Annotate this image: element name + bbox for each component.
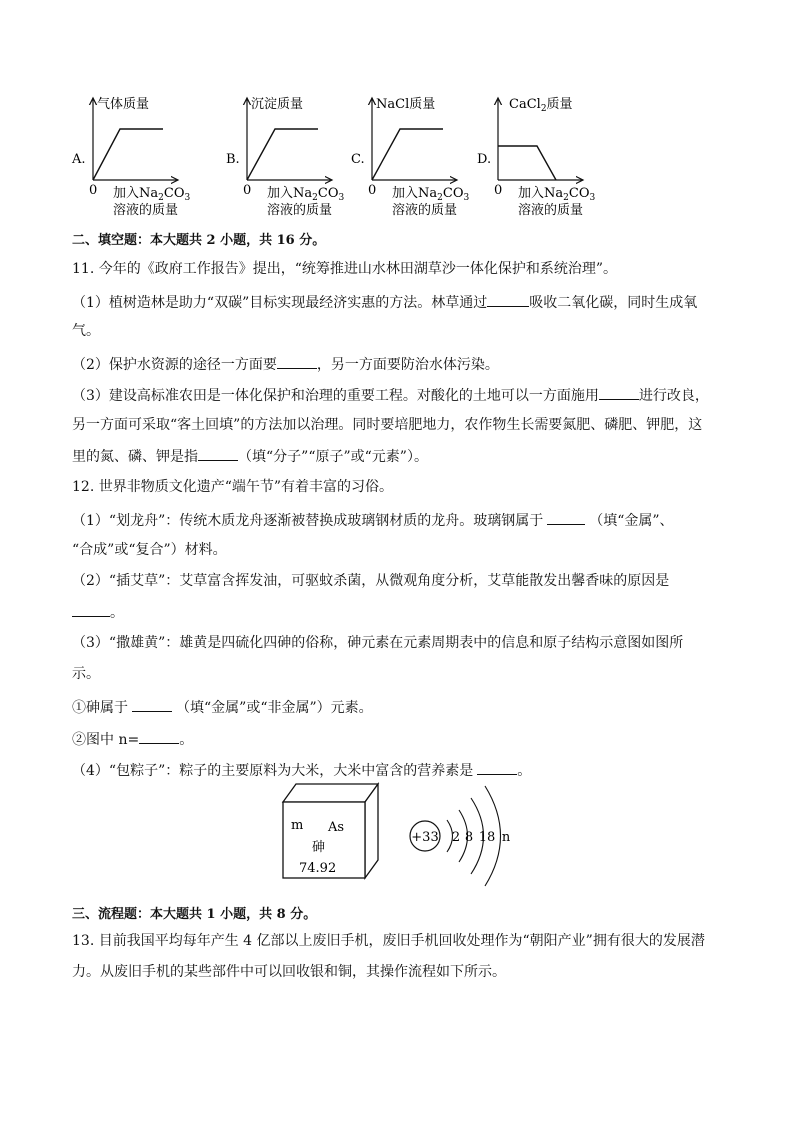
element-mass: 74.92 (299, 861, 337, 876)
q11-part3-line3: 里的氮、磷、钾是指 （填“分子”“原子”或“元素”）。 (72, 446, 428, 466)
q11-part2: （2）保护水资源的途径一方面要 ，另一方面要防治水体污染。 (72, 354, 499, 374)
q11-blank-3[interactable] (599, 385, 639, 400)
q12-blank-5[interactable] (477, 760, 517, 775)
graph-a-option: A. (72, 152, 86, 167)
q12-part3-sub1: ①砷属于 （填“金属”或“非金属”）元素。 (72, 697, 373, 717)
q11-stem: 11. 今年的《政府工作报告》提出，“统筹推进山水林田湖草沙一体化保护和系统治理”。 (72, 261, 618, 277)
svg-text:加入Na2CO3: 加入$Na_2CO_3$ (267, 186, 345, 203)
graph-c-origin: 0 (368, 183, 377, 198)
graph-c-xlabel-2: 溶液的质量 (392, 203, 458, 218)
q12-stem: 12. 世界非物质文化遗产“端午节”有着丰富的习俗。 (72, 479, 394, 495)
q12-blank-3[interactable] (132, 697, 172, 712)
svg-text:加入Na2CO3: 加入$Na_2CO_3$ (113, 186, 191, 203)
atom-shell-3-count: 18 (478, 830, 496, 845)
q13-line1: 13. 目前我国平均每年产生 4 亿部以上废旧手机，废旧手机回收处理作为“朝阳产业”拥有很大的发展潜 (72, 933, 705, 949)
q12-part2: （2）“插艾草”：艾草富含挥发油，可驱蚊杀菌，从微观角度分析，艾草能散发出馨香味的原因是 (72, 573, 670, 589)
svg-text:CaCl2质量: CaCl$_2$质量 (509, 97, 573, 114)
atom-shell-2-count: 8 (464, 830, 474, 845)
graph-b-origin: 0 (243, 183, 252, 198)
element-figure (0, 780, 794, 900)
q11-part3-line2: 另一方面可采取“客土回填”的方法加以治理。同时要培肥地力，农作物生长需要氮肥、磷肥、钾肥，这 (72, 417, 703, 433)
graph-b-xlabel-2: 溶液的质量 (267, 203, 333, 218)
graph-b-ylabel: 沉淀质量 (251, 97, 304, 112)
q11-blank-2[interactable] (277, 354, 317, 369)
graph-c (351, 97, 469, 218)
q11-part1: （1）植树造林是助力“双碳”目标实现最经济实惠的方法。林草通过 吸收二氧化碳，同时生成氧 (72, 292, 697, 312)
graph-a-xlabel-2: 溶液的质量 (113, 203, 179, 218)
graph-b-option: B. (226, 152, 240, 167)
q12-part3: （3）“撒雄黄”：雄黄是四硫化四砷的俗称，砷元素在元素周期表中的信息和原子结构示意图如图所 (72, 635, 684, 651)
graph-a-origin: 0 (89, 183, 98, 198)
q13-line2: 力。从废旧手机的某些部件中可以回收银和铜，其操作流程如下所示。 (72, 964, 506, 980)
q11-part3: （3）建设高标准农田是一体化保护和治理的重要工程。对酸化的土地可以一方面施用 进行改良， (72, 385, 709, 405)
element-name: 砷 (312, 840, 326, 855)
element-symbol: As (328, 820, 345, 835)
graph-d-curve (498, 146, 556, 180)
q12-blank-4[interactable] (139, 729, 179, 744)
atom-structure-diagram (410, 786, 511, 886)
graph-a (71, 96, 190, 218)
graph-d-option: D. (477, 152, 492, 167)
q12-part3-cont: 示。 (72, 666, 100, 682)
graph-a-ylabel: 气体质量 (97, 97, 150, 112)
section-3-title: 三、流程题：本大题共 1 小题，共 8 分。 (72, 907, 317, 922)
q11-blank-4[interactable] (198, 446, 238, 461)
atom-nucleus-charge: +33 (411, 830, 439, 845)
svg-text:加入Na2CO3: 加入$Na_2CO_3$ (392, 186, 470, 203)
q12-blank-1[interactable] (547, 510, 585, 525)
graph-d-xlabel-2: 溶液的质量 (518, 203, 584, 218)
q12-blank-2[interactable] (72, 602, 110, 617)
graph-b (226, 96, 344, 218)
svg-text:加入Na2CO3: 加入$Na_2CO_3$ (518, 186, 596, 203)
graph-c-option: C. (351, 152, 365, 167)
section-2-title: 二、填空题：本大题共 2 小题，共 16 分。 (72, 233, 326, 248)
graph-a-curve (93, 129, 163, 180)
element-card (283, 784, 378, 878)
q12-part2-cont: 。 (72, 602, 124, 622)
q12-part3-sub2: ②图中 n= 。 (72, 729, 193, 749)
q12-part1: （1）“划龙舟”：传统木质龙舟逐渐被替换成玻璃钢材质的龙舟。玻璃钢属于 （填“金属”、 (72, 510, 674, 530)
graph-d-origin: 0 (494, 183, 503, 198)
graph-b-curve (247, 129, 318, 180)
q12-part1-cont: “合成”或“复合”）材料。 (72, 542, 227, 558)
graph-d (477, 97, 595, 218)
graph-c-curve (372, 129, 443, 180)
atom-shell-1-count: 2 (451, 830, 461, 845)
graph-options (0, 0, 794, 225)
q12-part4: （4）“包粽子”：粽子的主要原料为大米，大米中富含的营养素是 。 (72, 760, 531, 780)
graph-c-ylabel: NaCl质量 (376, 97, 436, 112)
q11-part1-cont: 气。 (72, 323, 100, 339)
element-m-label: m (291, 818, 304, 833)
atom-shell-4-count: n (501, 830, 511, 845)
q11-blank-1[interactable] (487, 292, 529, 307)
